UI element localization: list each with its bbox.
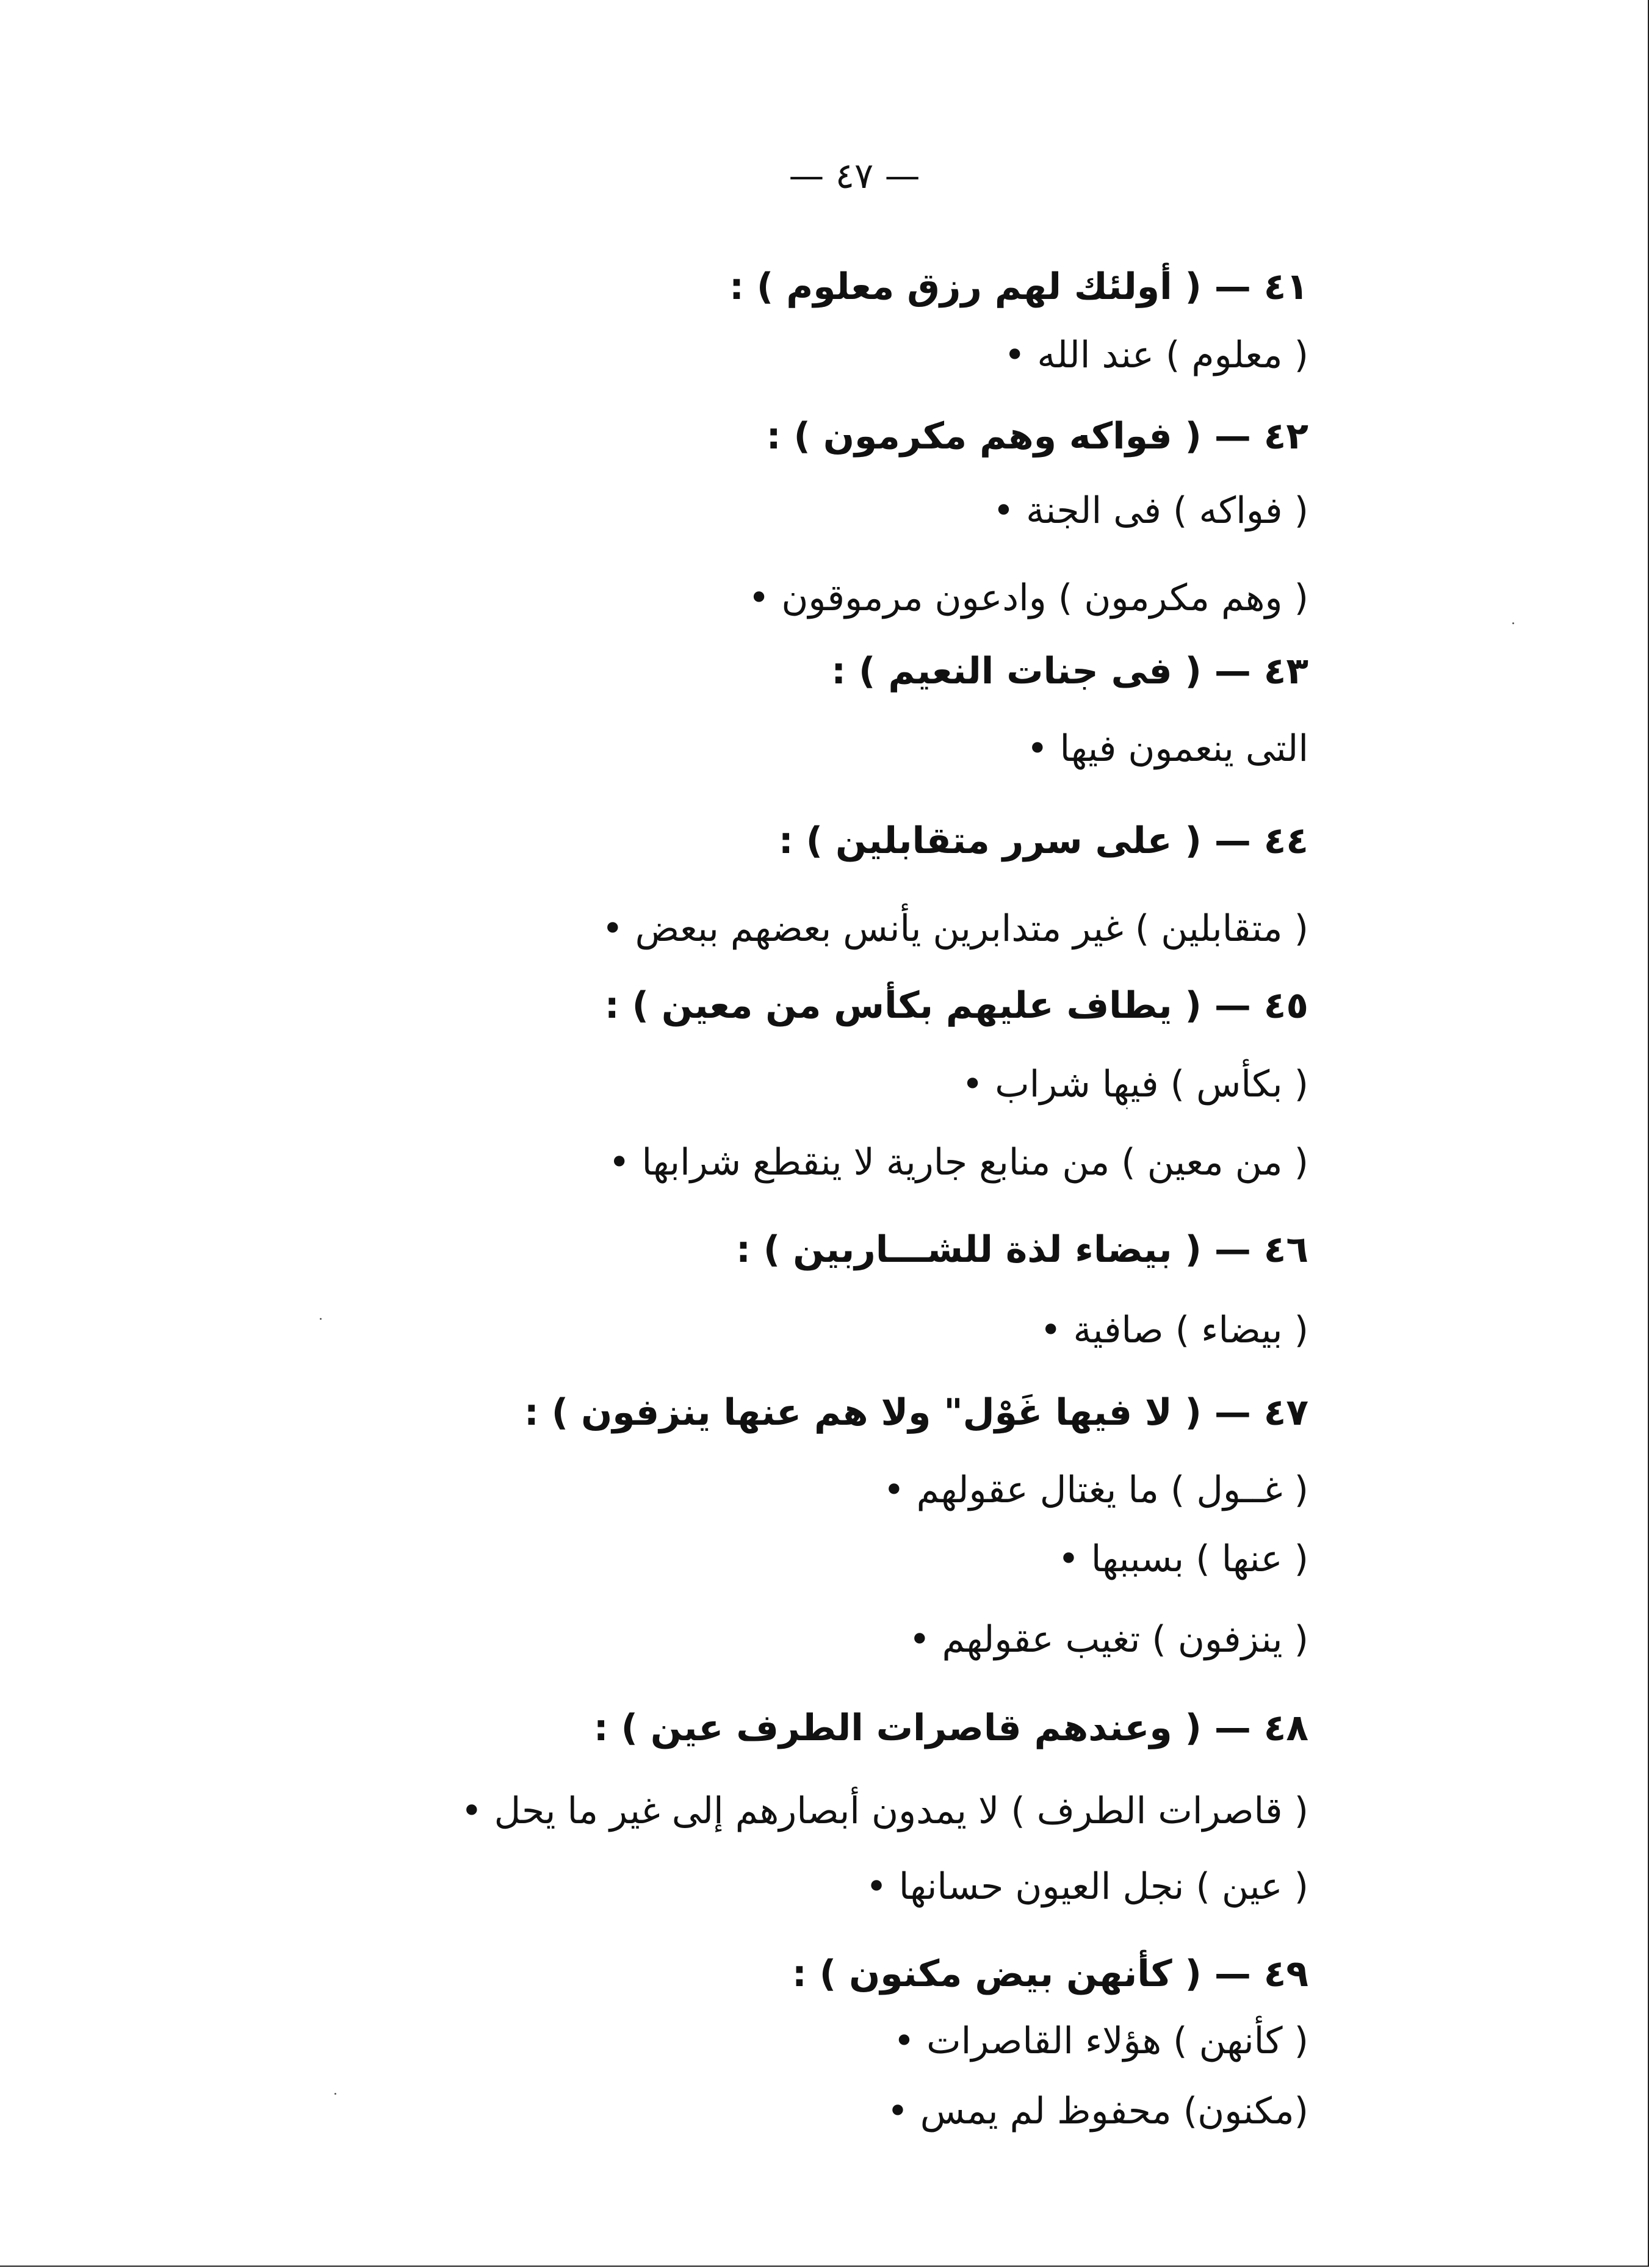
text-line: ( ينزفون ) تغيب عقولهم • (909, 1618, 1308, 1661)
scan-speck (334, 2093, 336, 2095)
text-line: ٤٣ — ( فى جنات النعيم ) : (831, 650, 1308, 693)
text-line: ( بكأس ) فيها شراب • (961, 1063, 1308, 1106)
scan-speck (1512, 622, 1514, 624)
text-line: ٤١ — ( أولئك لهم رزق معلوم ) : (729, 265, 1308, 308)
text-line: ٤٧ — ( لا فيها غَوْل" ولا هم عنها ينزفون ) : (524, 1391, 1308, 1434)
text-line: ( غــول ) ما يغتال عقولهم • (883, 1469, 1308, 1511)
text-line: ( معلوم ) عند الله • (1003, 334, 1308, 376)
text-line: ( متقابلين ) غير متدابرين يأنس بعضهم ببعض • (602, 907, 1308, 950)
text-line: ( وهم مكرمون ) وادعون مرموقون • (748, 577, 1308, 619)
text-line: ( فواكه ) فى الجنة • (992, 489, 1308, 532)
text-line: ٤٨ — ( وعندهم قاصرات الطرف عين ) : (593, 1707, 1308, 1749)
text-line: ( قاصرات الطرف ) لا يمدون أبصارهم إلى غير ما يحل • (461, 1790, 1308, 1832)
text-line: (مكنون) محفوظ لم يمس • (887, 2090, 1308, 2133)
text-line: ٤٩ — ( كأنهن بيض مكنون ) : (792, 1953, 1308, 1995)
page-number: — ٤٧ — (788, 155, 920, 196)
scan-speck (1126, 1107, 1128, 1109)
text-line: ( عنها ) بسببها • (1058, 1538, 1308, 1580)
text-line: ( بيضاء ) صافية • (1039, 1309, 1308, 1352)
scan-speck (320, 1318, 322, 1320)
text-line: ( عين ) نجل العيون حسانها • (865, 1865, 1308, 1908)
text-line: ٤٥ — ( يطاف عليهم بكأس من معين ) : (604, 984, 1308, 1027)
text-line: ( من معين ) من منابع جارية لا ينقطع شرابها • (608, 1141, 1308, 1184)
text-line: ( كأنهن ) هؤلاء القاصرات • (893, 2020, 1308, 2062)
text-line: ٤٢ — ( فواكه وهم مكرمون ) : (766, 415, 1308, 458)
text-line: ٤٦ — ( بيضاء لذة للشـــاربين ) : (736, 1228, 1308, 1271)
text-line: ٤٤ — ( على سرر متقابلين ) : (778, 819, 1308, 862)
text-line: التى ينعمون فيها • (1027, 727, 1308, 770)
